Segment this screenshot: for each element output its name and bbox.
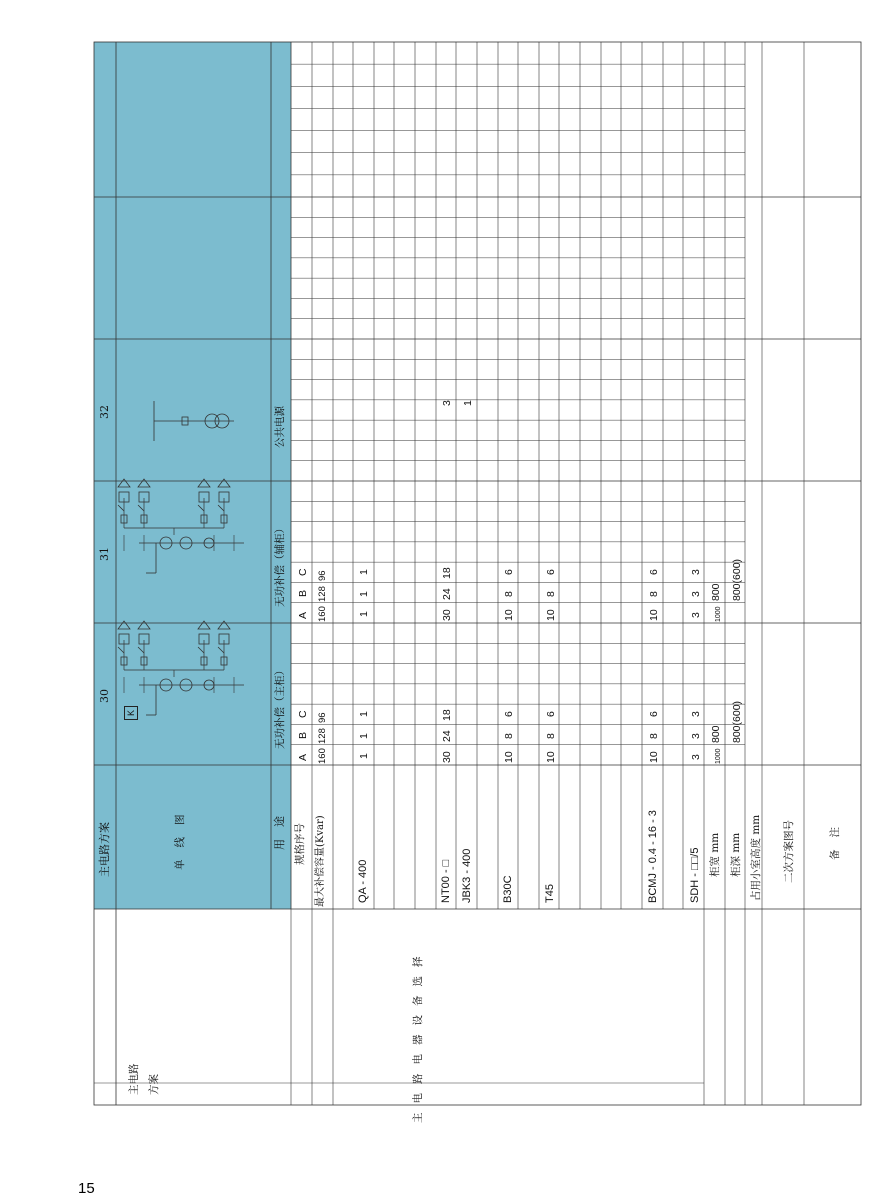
nt00-30-a: 30 bbox=[441, 751, 453, 763]
width-small-30: 1000 bbox=[715, 748, 722, 764]
usage-label: 用途 bbox=[273, 804, 286, 850]
sdh-30-a: 3 bbox=[690, 754, 702, 760]
capacitor-triangle bbox=[138, 621, 150, 629]
b30c-31-a: 10 bbox=[503, 609, 515, 621]
cap-31-c: 96 bbox=[317, 570, 328, 581]
k-mark: K bbox=[126, 710, 136, 717]
qa-30-a: 1 bbox=[358, 753, 370, 759]
abc-31-b: B bbox=[297, 589, 309, 597]
b30c-30-b: 8 bbox=[503, 733, 515, 739]
abc-30-a: A bbox=[297, 753, 309, 761]
bcmj-31-c: 6 bbox=[648, 569, 660, 575]
switch-contact bbox=[218, 647, 224, 653]
sdh-30-c: 3 bbox=[690, 711, 702, 717]
single-line-diagram-label: 单线图 bbox=[174, 802, 186, 870]
cabinet-width-label: 柜宽 mm bbox=[709, 832, 721, 877]
nt00-31-a: 30 bbox=[441, 609, 453, 621]
nt00-30-c: 18 bbox=[441, 709, 453, 721]
remarks-label: 备注 bbox=[829, 815, 841, 860]
device-sdh: SDH - □□/5 bbox=[689, 847, 701, 903]
page-number: 15 bbox=[78, 1180, 95, 1197]
depth-30: 800(600) bbox=[731, 700, 743, 743]
qa-31-b: 1 bbox=[358, 591, 370, 597]
max-capacity-label: 最大补偿容量(Kvar) bbox=[315, 815, 326, 907]
t45-31-c: 6 bbox=[545, 569, 557, 575]
capacitor-triangle bbox=[118, 479, 130, 487]
device-qa: QA - 400 bbox=[357, 859, 369, 903]
device-b30c: B30C bbox=[502, 875, 514, 903]
device-t45: T45 bbox=[544, 884, 556, 903]
switch-contact bbox=[198, 647, 204, 653]
qa-30-c: 1 bbox=[358, 711, 370, 717]
t45-30-b: 8 bbox=[545, 733, 557, 739]
width-small-31: 1000 bbox=[715, 606, 722, 622]
sdh-30-b: 3 bbox=[690, 733, 702, 739]
t45-31-b: 8 bbox=[545, 591, 557, 597]
switch-contact bbox=[118, 647, 124, 653]
nt00-31-b: 24 bbox=[441, 588, 453, 600]
grid-lines bbox=[94, 42, 861, 1105]
switch-contact bbox=[118, 505, 124, 511]
small-room-height-label: 占用小室高度 mm bbox=[750, 814, 762, 901]
capacitor-triangle bbox=[118, 621, 130, 629]
bcmj-30-c: 6 bbox=[648, 711, 660, 717]
usage-30: 无功补偿（主柜） bbox=[274, 665, 286, 749]
main-scheme-title: 主电路方案 bbox=[98, 822, 111, 877]
capacitor-triangle bbox=[198, 479, 210, 487]
capacitor-triangle bbox=[138, 479, 150, 487]
nt00-30-b: 24 bbox=[441, 730, 453, 742]
sdh-31-b: 3 bbox=[690, 591, 702, 597]
abc-31-a: A bbox=[297, 611, 309, 619]
cap-30-a: 160 bbox=[317, 748, 328, 764]
capacitor-triangle bbox=[218, 479, 230, 487]
cap-31-b: 128 bbox=[317, 586, 328, 602]
cap-30-b: 128 bbox=[317, 728, 328, 744]
switch-contact bbox=[138, 505, 144, 511]
cabinet-depth-label: 柜深 mm bbox=[730, 832, 742, 877]
secondary-scheme-label: 二次方案图号 bbox=[783, 820, 795, 883]
scheme-number-31: 31 bbox=[98, 547, 111, 561]
bcmj-31-b: 8 bbox=[648, 591, 660, 597]
t45-30-a: 10 bbox=[545, 751, 557, 763]
usage-32: 公共电源 bbox=[274, 406, 286, 448]
device-nt00: NT00 - □ bbox=[440, 859, 452, 903]
scheme-table bbox=[94, 42, 861, 1123]
device-bcmj: BCMJ - 0.4 - 16 - 3 bbox=[647, 810, 659, 903]
sdh-31-a: 3 bbox=[690, 612, 702, 618]
capacitor-triangle bbox=[198, 621, 210, 629]
depth-31: 800(600) bbox=[731, 558, 743, 601]
scheme-number-32: 32 bbox=[98, 405, 111, 419]
width-31: 800 bbox=[710, 583, 722, 601]
sdh-31-c: 3 bbox=[690, 569, 702, 575]
bcmj-30-a: 10 bbox=[648, 751, 660, 763]
b30c-30-a: 10 bbox=[503, 751, 515, 763]
table-border bbox=[94, 42, 861, 1105]
qa-31-c: 1 bbox=[358, 569, 370, 575]
device-jbk3: JBK3 - 400 bbox=[461, 848, 473, 903]
abc-30-b: B bbox=[297, 731, 309, 739]
jbk3-32: 1 bbox=[462, 400, 474, 406]
usage-31: 无功补偿（辅柜） bbox=[274, 523, 286, 607]
abc-30-c: C bbox=[297, 710, 309, 718]
switch-contact bbox=[198, 505, 204, 511]
bcmj-31-a: 10 bbox=[648, 609, 660, 621]
qa-31-a: 1 bbox=[358, 611, 370, 617]
nt00-32: 3 bbox=[441, 400, 453, 406]
switch-contact bbox=[218, 505, 224, 511]
switch-contact bbox=[138, 647, 144, 653]
bcmj-30-b: 8 bbox=[648, 733, 660, 739]
b30c-31-c: 6 bbox=[503, 569, 515, 575]
qa-30-b: 1 bbox=[358, 733, 370, 739]
capacitor-triangle bbox=[218, 621, 230, 629]
scheme-number-30: 30 bbox=[98, 689, 111, 703]
abc-31-c: C bbox=[297, 568, 309, 576]
t45-30-c: 6 bbox=[545, 711, 557, 717]
b30c-30-c: 6 bbox=[503, 711, 515, 717]
left-devices-label: 主电路电器设备选择 bbox=[412, 947, 424, 1123]
spec-no-label: 规格序号 bbox=[294, 823, 306, 865]
width-30: 800 bbox=[710, 725, 722, 743]
b30c-31-b: 8 bbox=[503, 591, 515, 597]
cap-31-a: 160 bbox=[317, 606, 328, 622]
cap-30-c: 96 bbox=[317, 712, 328, 723]
nt00-31-c: 18 bbox=[441, 567, 453, 579]
t45-31-a: 10 bbox=[545, 609, 557, 621]
left-main-scheme-label: 主电路方案 bbox=[128, 1063, 160, 1095]
